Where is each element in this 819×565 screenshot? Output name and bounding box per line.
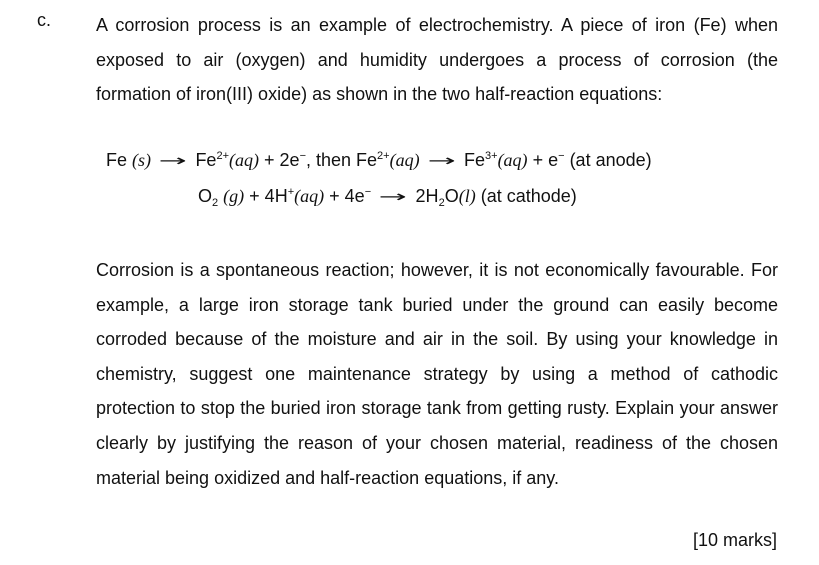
eq-anode-product-3-charge: 3+	[485, 150, 498, 163]
eq-anode-reactant-state: (s)	[132, 150, 152, 170]
eq-cathode-electrons-charge: −	[364, 186, 372, 199]
marks-label: [10 marks]	[692, 530, 777, 550]
eq-cathode-oxygen: O	[198, 186, 213, 206]
eq-cathode-note: (at cathode)	[480, 186, 577, 206]
anode-half-reaction	[106, 148, 652, 173]
eq-anode-then-charge: 2+	[377, 150, 390, 163]
question-body: Corrosion is a spontaneous reaction; however, it is not economically favourable. For example, a large iron storage tank buried under the ground can easily become corroded because of the moisture and air in the soil. By using your knowledge in chemistry, suggest one maintenance strategy by using a method of cathodic protection to stop the buried iron storage tank from getting rusty. Explain your answer clearly by justifying the reason of your chosen material, readiness of the chosen material being oxidized and half-reaction equations, if any.	[96, 260, 778, 488]
eq-anode-product-1: Fe	[195, 150, 217, 170]
eq-cathode-water-subscript: 2	[438, 196, 445, 209]
eq-anode-product-1-charge: 2+	[216, 150, 229, 163]
reaction-arrow-icon: →	[158, 151, 187, 170]
eq-cathode-electrons: + 4e	[329, 186, 365, 206]
eq-anode-product-3-state: (aq)	[497, 150, 528, 170]
reaction-arrow-icon: →	[378, 187, 407, 206]
reaction-arrow-icon: →	[427, 151, 456, 170]
eq-anode-then: , then Fe	[306, 150, 378, 170]
eq-cathode-water-state: (l)	[458, 186, 476, 206]
eq-anode-reactant: Fe	[106, 150, 128, 170]
eq-anode-electron-charge: −	[558, 150, 565, 163]
cathode-half-reaction	[198, 184, 577, 209]
question-label: c.	[37, 10, 52, 30]
eq-anode-note: (at anode)	[569, 150, 652, 170]
eq-cathode-water: 2H	[415, 186, 439, 206]
eq-anode-electrons: + 2e	[264, 150, 300, 170]
eq-cathode-oxygen-subscript: 2	[212, 196, 219, 209]
eq-cathode-hydrogen-state: (aq)	[294, 186, 325, 206]
eq-anode-product-3: Fe	[464, 150, 486, 170]
question-intro: A corrosion process is an example of electrochemistry. A piece of iron (Fe) when exposed to air (oxygen) and humidity undergoes a process of corrosion (the formation of iron(III) oxide) as shown in the two half-reaction equations:	[96, 15, 778, 104]
eq-anode-electrons-charge: −	[299, 150, 306, 163]
eq-cathode-water-rest: O	[444, 186, 459, 206]
eq-cathode-oxygen-state: (g)	[223, 186, 245, 206]
eq-cathode-hydrogen: + 4H	[249, 186, 288, 206]
eq-anode-then-state: (aq)	[389, 150, 420, 170]
eq-anode-electron: + e	[532, 150, 559, 170]
eq-cathode-hydrogen-charge: +	[287, 186, 295, 199]
eq-anode-product-1-state: (aq)	[229, 150, 259, 170]
